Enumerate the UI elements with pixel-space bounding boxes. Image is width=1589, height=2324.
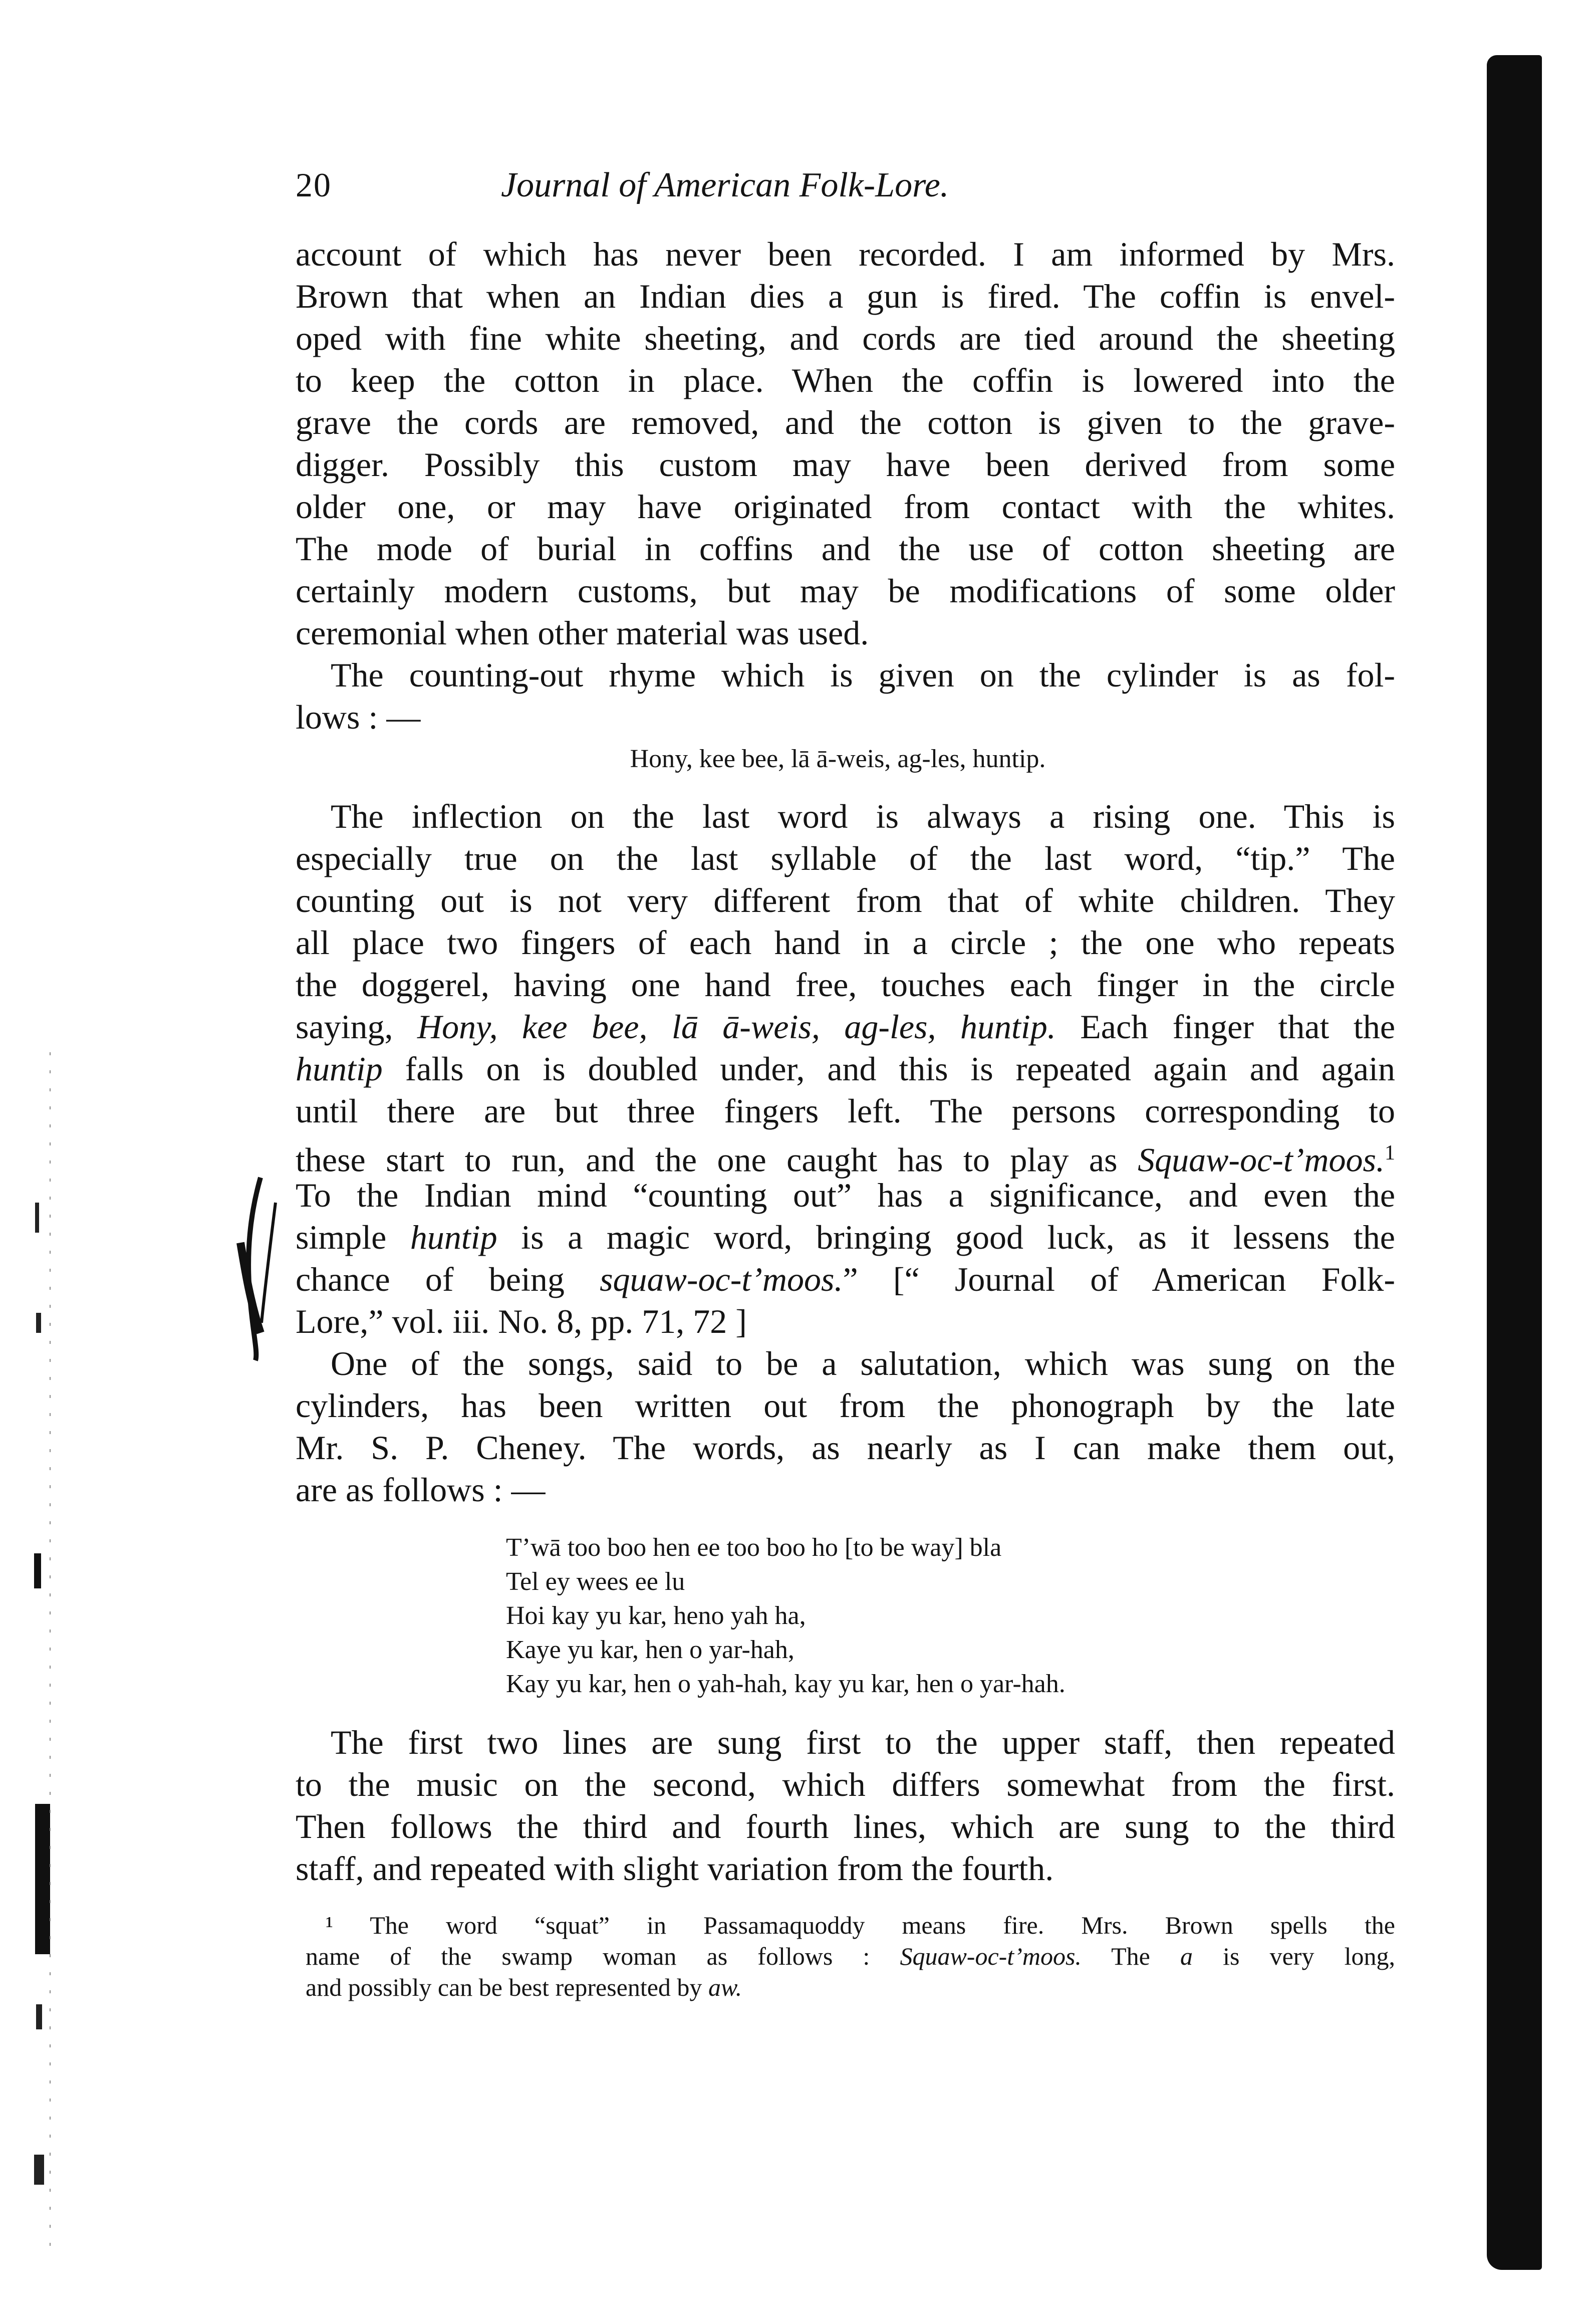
italic-run: squaw-oc-t’moos. <box>600 1260 843 1298</box>
text-run: falls on is doubled under, and this is repeated again and again <box>382 1050 1395 1088</box>
text-line <box>296 1006 1395 1048</box>
text-run: these start to run, and the one caught has to play as <box>296 1140 1138 1179</box>
text-line: The counting-out rhyme which is given on the cylinder is as fol- <box>331 656 1395 694</box>
text-line: staff, and repeated with slight variation from the fourth. <box>296 1849 1054 1888</box>
text-line <box>296 1132 1395 1179</box>
counting-rhyme: Hony, kee bee, lā ā-weis, ag-les, huntip. <box>630 745 1046 773</box>
margin-ink-mark <box>230 1173 291 1363</box>
body-text <box>296 233 1395 2003</box>
song-line: Hoi kay yu kar, heno yah ha, <box>506 1601 806 1630</box>
text-run: is very long, <box>1193 1942 1395 1970</box>
text-run: simple <box>296 1218 410 1256</box>
text-line: account of which has never been recorded. I am informed by Mrs. <box>296 235 1395 273</box>
text-line <box>296 1258 1395 1300</box>
footnote-line: ¹ The word “squat” in Passamaquoddy means fire. Mrs. Brown spells the <box>326 1911 1395 1939</box>
song-line: Tel ey wees ee lu <box>506 1567 685 1596</box>
text-line: The inflection on the last word is always a rising one. This is <box>331 797 1395 835</box>
text-line <box>296 1048 1395 1090</box>
italic-run: huntip <box>410 1218 497 1256</box>
text-line: The first two lines are sung first to the upper staff, then repeated <box>331 1723 1395 1761</box>
italic-run: Squaw-oc-t’moos. <box>900 1942 1082 1970</box>
footnote-marker: 1 <box>1385 1141 1395 1165</box>
song-line: T’wā too boo hen ee too boo ho [to be way] bla <box>506 1533 1002 1562</box>
text-line: ceremonial when other material was used. <box>296 614 869 652</box>
text-run: name of the swamp woman as follows : <box>306 1942 900 1970</box>
song-line: Kay yu kar, hen o yah-hah, kay yu kar, hen o yar-hah. <box>506 1670 1066 1698</box>
italic-run: Squaw-oc-t’moos. <box>1138 1140 1385 1179</box>
text-line <box>296 1216 1395 1258</box>
text-line: to keep the cotton in place. When the coffin is lowered into the <box>296 361 1395 399</box>
text-line: older one, or may have originated from contact with the whites. <box>296 488 1395 526</box>
page-number: 20 <box>296 166 332 204</box>
text-line: Brown that when an Indian dies a gun is fired. The coffin is envel- <box>296 277 1395 315</box>
text-run: The <box>1081 1942 1180 1970</box>
song-line: Kaye yu kar, hen o yar-hah, <box>506 1636 794 1664</box>
text-line: are as follows : — <box>296 1471 546 1509</box>
italic-run: huntip <box>296 1050 383 1088</box>
text-line: Mr. S. P. Cheney. The words, as nearly as I can make them out, <box>296 1429 1395 1467</box>
binding-noise <box>15 1052 60 2255</box>
italic-run: Hony, kee bee, lā ā-weis, ag-les, huntip. <box>417 1008 1056 1046</box>
text-line: grave the cords are removed, and the cotton is given to the grave- <box>296 403 1395 441</box>
text-run: ” [“ Journal of American Folk- <box>843 1260 1395 1298</box>
footnote-line <box>306 1941 1395 1972</box>
text-line: certainly modern customs, but may be modifications of some older <box>296 572 1395 610</box>
italic-run: a <box>1180 1942 1193 1970</box>
text-line: until there are but three fingers left. The persons corresponding to <box>296 1092 1395 1130</box>
text-run: is a magic word, bringing good luck, as it lessens the <box>497 1218 1395 1256</box>
text-line: especially true on the last syllable of the last word, “tip.” The <box>296 839 1395 877</box>
text-run: saying, <box>296 1008 418 1046</box>
text-line: counting out is not very different from that of white children. They <box>296 881 1395 919</box>
footnote <box>296 1910 1395 2003</box>
text-line: One of the songs, said to be a salutation, which was sung on the <box>331 1344 1395 1382</box>
text-line: digger. Possibly this custom may have been derived from some <box>296 445 1395 484</box>
text-run: chance of being <box>296 1260 600 1298</box>
running-header <box>296 165 1147 215</box>
text-line: oped with fine white sheeting, and cords are tied around the sheeting <box>296 319 1395 357</box>
text-line: To the Indian mind “counting out” has a significance, and even the <box>296 1176 1395 1214</box>
text-line: Lore,” vol. iii. No. 8, pp. 71, 72 ] <box>296 1302 747 1340</box>
text-line: to the music on the second, which differs somewhat from the first. <box>296 1765 1395 1803</box>
text-line: cylinders, has been written out from the phonograph by the late <box>296 1386 1395 1425</box>
scan-edge-shadow <box>1487 55 1542 2270</box>
text-line: the doggerel, having one hand free, touches each finger in the circle <box>296 966 1395 1004</box>
running-title: Journal of American Folk-Lore. <box>501 166 949 204</box>
footnote-line <box>306 1972 1395 2003</box>
text-run: Each finger that the <box>1055 1008 1395 1046</box>
text-line: all place two fingers of each hand in a circle ; the one who repeats <box>296 923 1395 962</box>
italic-run: aw. <box>708 1973 742 2001</box>
text-line: The mode of burial in coffins and the use of cotton sheeting are <box>296 530 1395 568</box>
text-line: lows : — <box>296 698 421 736</box>
text-run: and possibly can be best represented by <box>306 1973 708 2001</box>
text-line: Then follows the third and fourth lines, which are sung to the third <box>296 1807 1395 1845</box>
